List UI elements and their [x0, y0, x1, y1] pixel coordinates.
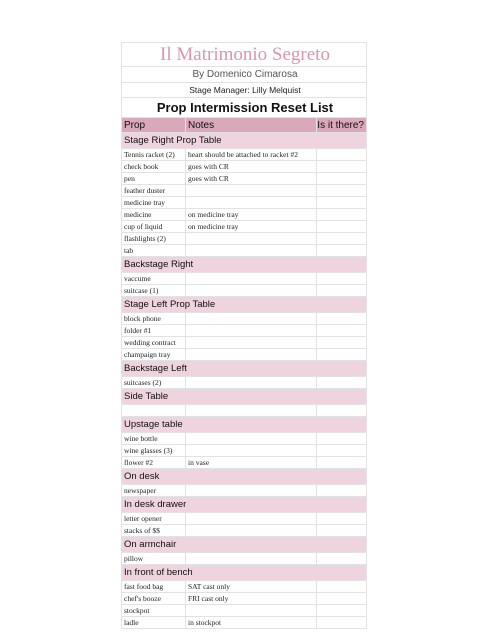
section-header: In front of bench	[121, 565, 367, 580]
prop-name-cell[interactable]	[121, 405, 186, 416]
prop-note-cell[interactable]	[186, 313, 317, 324]
prop-note-cell[interactable]: FRI cast only	[186, 593, 317, 604]
is-it-there-cell[interactable]	[317, 513, 367, 524]
section-header: Backstage Left	[121, 361, 367, 376]
is-it-there-cell[interactable]	[317, 593, 367, 604]
prop-name-cell[interactable]: feather duster	[121, 185, 186, 196]
prop-row	[121, 525, 367, 537]
prop-row	[121, 617, 367, 629]
is-it-there-cell[interactable]	[317, 313, 367, 324]
prop-row	[121, 445, 367, 457]
prop-name-cell[interactable]: medicine tray	[121, 197, 186, 208]
list-heading: Prop Intermission Reset List	[121, 98, 367, 117]
prop-row	[121, 593, 367, 605]
is-it-there-cell[interactable]	[317, 245, 367, 256]
is-it-there-cell[interactable]	[317, 581, 367, 592]
is-it-there-cell[interactable]	[317, 149, 367, 160]
prop-note-cell[interactable]	[186, 233, 317, 244]
prop-row	[121, 149, 367, 161]
prop-name-cell[interactable]: champaign tray	[121, 349, 186, 360]
stage-manager-credit: Stage Manager: Lilly Melquist	[121, 83, 367, 97]
section-row	[121, 469, 367, 485]
prop-row	[121, 197, 367, 209]
prop-name-cell[interactable]: wine glasses (3)	[121, 445, 186, 456]
prop-note-cell[interactable]	[186, 349, 317, 360]
prop-row	[121, 209, 367, 221]
prop-row	[121, 245, 367, 257]
prop-sections	[121, 133, 367, 629]
prop-note-cell[interactable]	[186, 337, 317, 348]
prop-name-cell[interactable]: stockpot	[121, 605, 186, 616]
prop-name-cell[interactable]: chef's booze	[121, 593, 186, 604]
prop-note-cell[interactable]: goes with CR	[186, 173, 317, 184]
prop-name-cell[interactable]: wine bottle	[121, 433, 186, 444]
prop-name-cell[interactable]: Tennis racket (2)	[121, 149, 186, 160]
prop-name-cell[interactable]: flashlights (2)	[121, 233, 186, 244]
prop-note-cell[interactable]: in vase	[186, 457, 317, 468]
is-it-there-cell[interactable]	[317, 197, 367, 208]
prop-note-cell[interactable]	[186, 197, 317, 208]
section-row	[121, 565, 367, 581]
prop-row	[121, 185, 367, 197]
prop-name-cell[interactable]: block phone	[121, 313, 186, 324]
prop-row	[121, 581, 367, 593]
is-it-there-cell[interactable]	[317, 233, 367, 244]
prop-note-cell[interactable]	[186, 245, 317, 256]
is-it-there-cell[interactable]	[317, 349, 367, 360]
prop-row	[121, 221, 367, 233]
prop-note-cell[interactable]	[186, 445, 317, 456]
is-it-there-cell[interactable]	[317, 221, 367, 232]
prop-name-cell[interactable]: check book	[121, 161, 186, 172]
prop-note-cell[interactable]: heart should be attached to racket #2	[186, 149, 317, 160]
is-it-there-cell[interactable]	[317, 273, 367, 284]
prop-row	[121, 377, 367, 389]
prop-row	[121, 457, 367, 469]
prop-note-cell[interactable]	[186, 433, 317, 444]
prop-row	[121, 233, 367, 245]
prop-row	[121, 405, 367, 417]
prop-name-cell[interactable]: vaccume	[121, 273, 186, 284]
prop-row	[121, 273, 367, 285]
prop-name-cell[interactable]: ladle	[121, 617, 186, 628]
is-it-there-cell[interactable]	[317, 605, 367, 616]
section-header: In desk drawer	[121, 497, 367, 512]
prop-note-cell[interactable]	[186, 525, 317, 536]
is-it-there-cell[interactable]	[317, 525, 367, 536]
section-header: Stage Left Prop Table	[121, 297, 367, 312]
section-row	[121, 537, 367, 553]
section-header: Stage Right Prop Table	[121, 133, 367, 148]
page-title: Il Matrimonio Segreto	[121, 42, 367, 66]
is-it-there-cell[interactable]	[317, 617, 367, 628]
prop-note-cell[interactable]: SAT cast only	[186, 581, 317, 592]
is-it-there-cell[interactable]	[317, 173, 367, 184]
section-row	[121, 417, 367, 433]
prop-note-cell[interactable]: in stockpot	[186, 617, 317, 628]
column-header-row	[121, 118, 367, 133]
prop-row	[121, 433, 367, 445]
section-header: On desk	[121, 469, 367, 484]
prop-name-cell[interactable]: tab	[121, 245, 186, 256]
is-it-there-cell[interactable]	[317, 377, 367, 388]
prop-name-cell[interactable]: flower #2	[121, 457, 186, 468]
section-row	[121, 257, 367, 273]
is-it-there-cell[interactable]	[317, 405, 367, 416]
prop-row	[121, 349, 367, 361]
is-it-there-cell[interactable]	[317, 337, 367, 348]
prop-name-cell[interactable]: cup of liquid	[121, 221, 186, 232]
byline-row	[121, 67, 367, 83]
prop-row	[121, 325, 367, 337]
section-row	[121, 361, 367, 377]
prop-note-cell[interactable]	[186, 285, 317, 296]
prop-note-cell[interactable]: on medicine tray	[186, 209, 317, 220]
is-it-there-cell[interactable]	[317, 285, 367, 296]
prop-note-cell[interactable]: goes with CR	[186, 161, 317, 172]
prop-name-cell[interactable]: letter opener	[121, 513, 186, 524]
prop-name-cell[interactable]: stacks of $$	[121, 525, 186, 536]
prop-note-cell[interactable]	[186, 273, 317, 284]
prop-note-cell[interactable]	[186, 513, 317, 524]
prop-row	[121, 553, 367, 565]
list-heading-row	[121, 98, 367, 118]
prop-row	[121, 605, 367, 617]
prop-note-cell[interactable]	[186, 553, 317, 564]
is-it-there-cell[interactable]	[317, 209, 367, 220]
section-header: Side Table	[121, 389, 367, 404]
prop-note-cell[interactable]	[186, 605, 317, 616]
prop-row	[121, 161, 367, 173]
prop-row	[121, 513, 367, 525]
is-it-there-cell[interactable]	[317, 433, 367, 444]
column-header-is-it-there: Is it there?	[317, 118, 367, 132]
prop-note-cell[interactable]	[186, 405, 317, 416]
prop-row	[121, 313, 367, 325]
prop-name-cell[interactable]: wedding contract	[121, 337, 186, 348]
is-it-there-cell[interactable]	[317, 161, 367, 172]
section-row	[121, 133, 367, 149]
is-it-there-cell[interactable]	[317, 553, 367, 564]
prop-name-cell[interactable]: fast food bag	[121, 581, 186, 592]
prop-row	[121, 173, 367, 185]
is-it-there-cell[interactable]	[317, 185, 367, 196]
prop-name-cell[interactable]: suitcases (2)	[121, 377, 186, 388]
section-header: Upstage table	[121, 417, 367, 432]
prop-name-cell[interactable]: pillow	[121, 553, 186, 564]
prop-note-cell[interactable]: on medicine tray	[186, 221, 317, 232]
prop-name-cell[interactable]: pen	[121, 173, 186, 184]
column-header-notes: Notes	[186, 118, 317, 132]
composer-byline: By Domenico Cimarosa	[121, 67, 367, 82]
stage-manager-row	[121, 83, 367, 98]
prop-note-cell[interactable]	[186, 485, 317, 496]
prop-name-cell[interactable]: medicine	[121, 209, 186, 220]
is-it-there-cell[interactable]	[317, 485, 367, 496]
section-header: Backstage Right	[121, 257, 367, 272]
prop-name-cell[interactable]: newspaper	[121, 485, 186, 496]
section-row	[121, 497, 367, 513]
prop-name-cell[interactable]: suitcase (1)	[121, 285, 186, 296]
section-row	[121, 389, 367, 405]
title-row	[121, 42, 367, 67]
column-header-prop: Prop	[121, 118, 186, 132]
section-header: On armchair	[121, 537, 367, 552]
section-row	[121, 297, 367, 313]
prop-note-cell[interactable]	[186, 377, 317, 388]
prop-row	[121, 485, 367, 497]
is-it-there-cell[interactable]	[317, 445, 367, 456]
prop-note-cell[interactable]	[186, 325, 317, 336]
prop-name-cell[interactable]: folder #1	[121, 325, 186, 336]
prop-row	[121, 337, 367, 349]
prop-row	[121, 285, 367, 297]
spreadsheet	[121, 42, 367, 629]
is-it-there-cell[interactable]	[317, 325, 367, 336]
prop-note-cell[interactable]	[186, 185, 317, 196]
is-it-there-cell[interactable]	[317, 457, 367, 468]
